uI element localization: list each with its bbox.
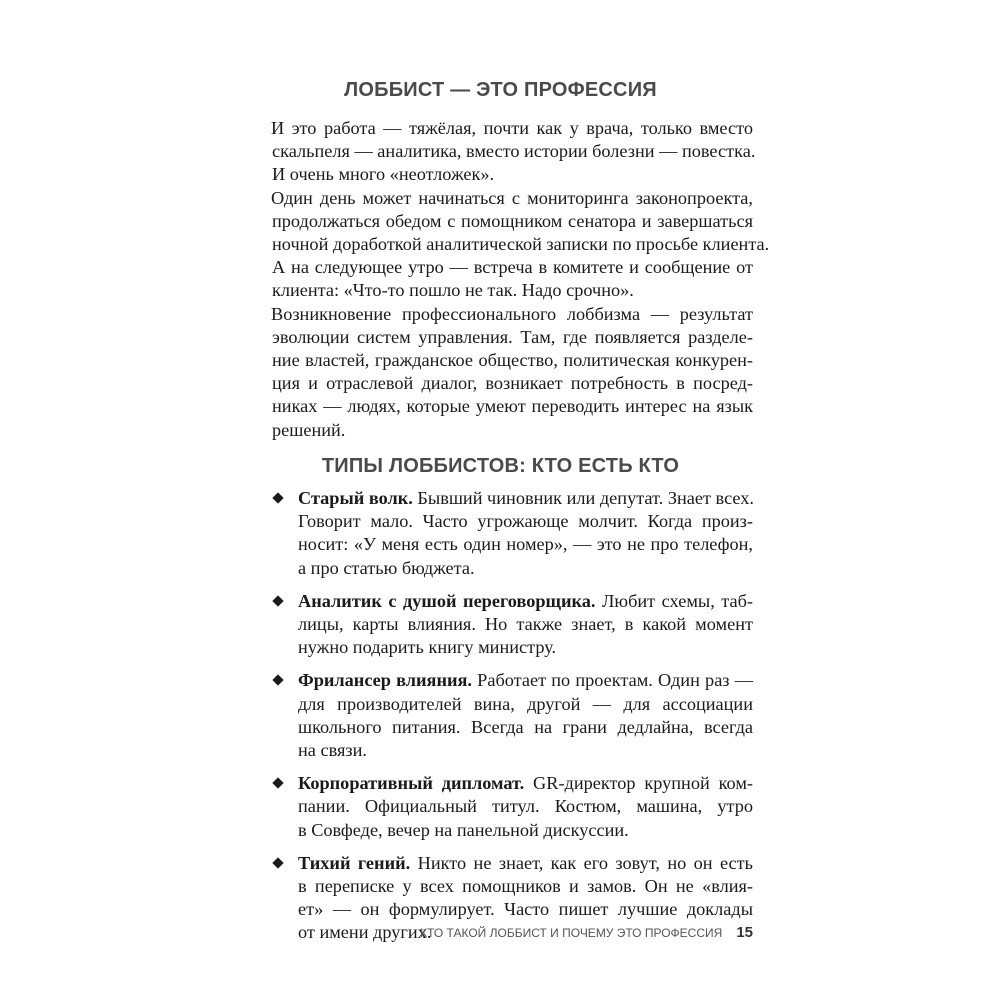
text-line <box>298 772 753 795</box>
item-text: GR-директор крупной ком- <box>524 773 753 794</box>
paragraph-3 <box>248 303 753 442</box>
section-profession-body <box>248 117 770 442</box>
text-line <box>298 487 753 510</box>
item-term: Тихий гений. <box>298 852 411 873</box>
diamond-bullet-icon <box>272 675 283 686</box>
text-line: от имени других. <box>298 922 432 943</box>
text-line: нужно подарить книгу министру. <box>298 637 557 658</box>
text-line: Возникновение профессионального лоббизма — результат <box>271 303 753 324</box>
text-line: ция и отраслевой диалог, возникает потребность в посред- <box>272 373 753 394</box>
text-line: А на следующее утро — встреча в комитете и сообщение от <box>272 257 753 278</box>
page-number: 15 <box>736 924 753 941</box>
text-line: продолжаться обедом с помощником сенатора и завершаться <box>272 210 753 231</box>
item-term: Старый волк. <box>298 488 413 508</box>
text-line: И это работа — тяжёлая, почти как у врача, только вместо <box>271 118 753 138</box>
text-line: ет» — он формулирует. Часто пишет лучшие доклады <box>298 899 753 920</box>
item-text: Никто не знает, как его зовут, но он есть <box>410 852 753 873</box>
text-line: школьного питания. Всегда на грани дедлайна, всегда <box>298 716 753 737</box>
section-heading-profession: ЛОББИСТ — ЭТО ПРОФЕССИЯ <box>344 79 657 101</box>
item-text: Бывший чиновник или депутат. Знает всех. <box>412 488 754 508</box>
text-line: скальпеля — аналитика, вместо истории болезни — повестка. <box>272 141 756 162</box>
text-line: И очень много «неотложек». <box>272 164 495 185</box>
text-line: решений. <box>272 419 346 440</box>
text-line <box>298 590 753 613</box>
running-title: КТО ТАКОЙ ЛОББИСТ И ПОЧЕМУ ЭТО ПРОФЕССИЯ <box>420 926 723 940</box>
text-line: а про статью бюджета. <box>298 557 475 578</box>
text-line: для производителей вина, другой — для ассоциации <box>298 693 753 714</box>
text-line: лицы, карты влияния. Но также знает, в какой момент <box>298 614 753 635</box>
list-item-corporate-diplomat <box>298 772 753 842</box>
lobbyist-types-list <box>298 487 753 955</box>
text-line: в переписке у всех помощников и замов. Он не «влия- <box>298 876 753 897</box>
text-line: ночной доработкой аналитической записки по просьбе клиента. <box>272 234 770 255</box>
text-line: клиента: «Что-то пошло не так. Надо срочно». <box>272 280 634 301</box>
page-footer <box>248 924 753 941</box>
text-line: пании. Официальный титул. Костюм, машина, утро <box>298 796 753 817</box>
text-line <box>298 852 753 875</box>
item-term: Корпоративный дипломат. <box>298 773 525 794</box>
item-term: Фрилансер влияния. <box>298 670 472 691</box>
book-page <box>248 0 770 1000</box>
section-heading-lobbyist-types: ТИПЫ ЛОББИСТОВ: КТО ЕСТЬ КТО <box>321 455 680 477</box>
diamond-bullet-icon <box>272 595 283 606</box>
paragraph-1 <box>248 117 756 187</box>
text-line: Один день может начинаться с мониторинга законопроекта, <box>271 187 753 208</box>
text-line: в Совфеде, вечер на панельной дискуссии. <box>298 819 629 840</box>
text-line: ние властей, гражданское общество, политическая конкурен- <box>272 350 753 371</box>
text-line: Говорит мало. Часто угрожающе молчит. Когда произ- <box>298 511 753 532</box>
list-item-old-wolf <box>298 487 753 580</box>
text-line: носит: «У меня есть один номер», — это не про телефон, <box>298 534 753 555</box>
diamond-bullet-icon <box>272 778 283 789</box>
diamond-bullet-icon <box>272 492 283 503</box>
text-line: никах — людях, которые умеют переводить интерес на язык <box>272 396 753 417</box>
text-line: эволюции систем управления. Там, где появляется разделе- <box>272 326 753 347</box>
diamond-bullet-icon <box>272 857 283 868</box>
item-term: Аналитик с душой переговорщика. <box>298 590 596 611</box>
text-line: на связи. <box>298 740 367 761</box>
item-text: Работает по проектам. Один раз — <box>471 670 753 691</box>
item-text: Любит схемы, таб- <box>595 590 753 611</box>
list-item-freelancer <box>298 669 753 762</box>
list-item-analyst <box>298 590 753 660</box>
text-line <box>298 669 753 692</box>
paragraph-2 <box>248 187 770 303</box>
